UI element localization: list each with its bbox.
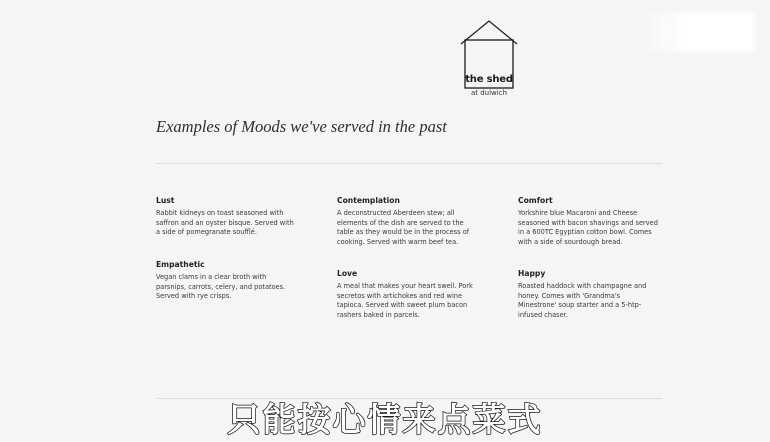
video-subtitle: 只能按心情来点菜式: [227, 400, 543, 439]
mood-title: Lust: [156, 196, 175, 205]
the-shed-logo[interactable]: [458, 18, 520, 102]
logo-name: the shed: [465, 74, 513, 85]
mood-item-lust: [156, 196, 296, 238]
mood-title: Love: [337, 269, 358, 278]
mood-item-contemplation: [337, 196, 477, 247]
mood-description: A deconstructed Aberdeen stew; all elements of the dish are served to the table as they would be in the process of cooking. Served with warm beef tea.: [337, 209, 470, 246]
mood-item-love: [337, 269, 477, 320]
top-divider: [156, 163, 662, 164]
mood-description: Roasted haddock with champagne and honey. Comes with 'Grandma's Minestrone' soup starter and a 5-htp-infused chaser.: [518, 282, 647, 319]
mood-title: Happy: [518, 269, 546, 278]
mood-description: A meal that makes your heart swell. Pork secretos with artichokes and red wine tapioca. Served with sweet plum bacon rashers baked in parcels.: [337, 282, 473, 319]
page-heading: Examples of Moods we've served in the past: [156, 117, 447, 136]
mood-item-empathetic: [156, 260, 296, 302]
mood-item-comfort: [518, 196, 658, 247]
mood-description: Vegan clams in a clear broth with parsnips, carrots, celery, and potatoes. Served with rye crisps.: [156, 273, 286, 301]
mood-title: Contemplation: [337, 196, 400, 205]
mood-title: Comfort: [518, 196, 553, 205]
screen-glare: [640, 12, 755, 52]
mood-item-happy: [518, 269, 658, 320]
mood-title: Empathetic: [156, 260, 205, 269]
mood-description: Rabbit kidneys on toast seasoned with saffron and an oyster bisque. Served with a side of pomegranate soufflé.: [156, 209, 294, 237]
mood-description: Yorkshire blue Macaroni and Cheese seasoned with bacon shavings and served in a 600TC Egyptian cotton bowl. Comes with a side of sourdough bread.: [518, 209, 658, 246]
logo-location: at dulwich: [470, 89, 508, 97]
